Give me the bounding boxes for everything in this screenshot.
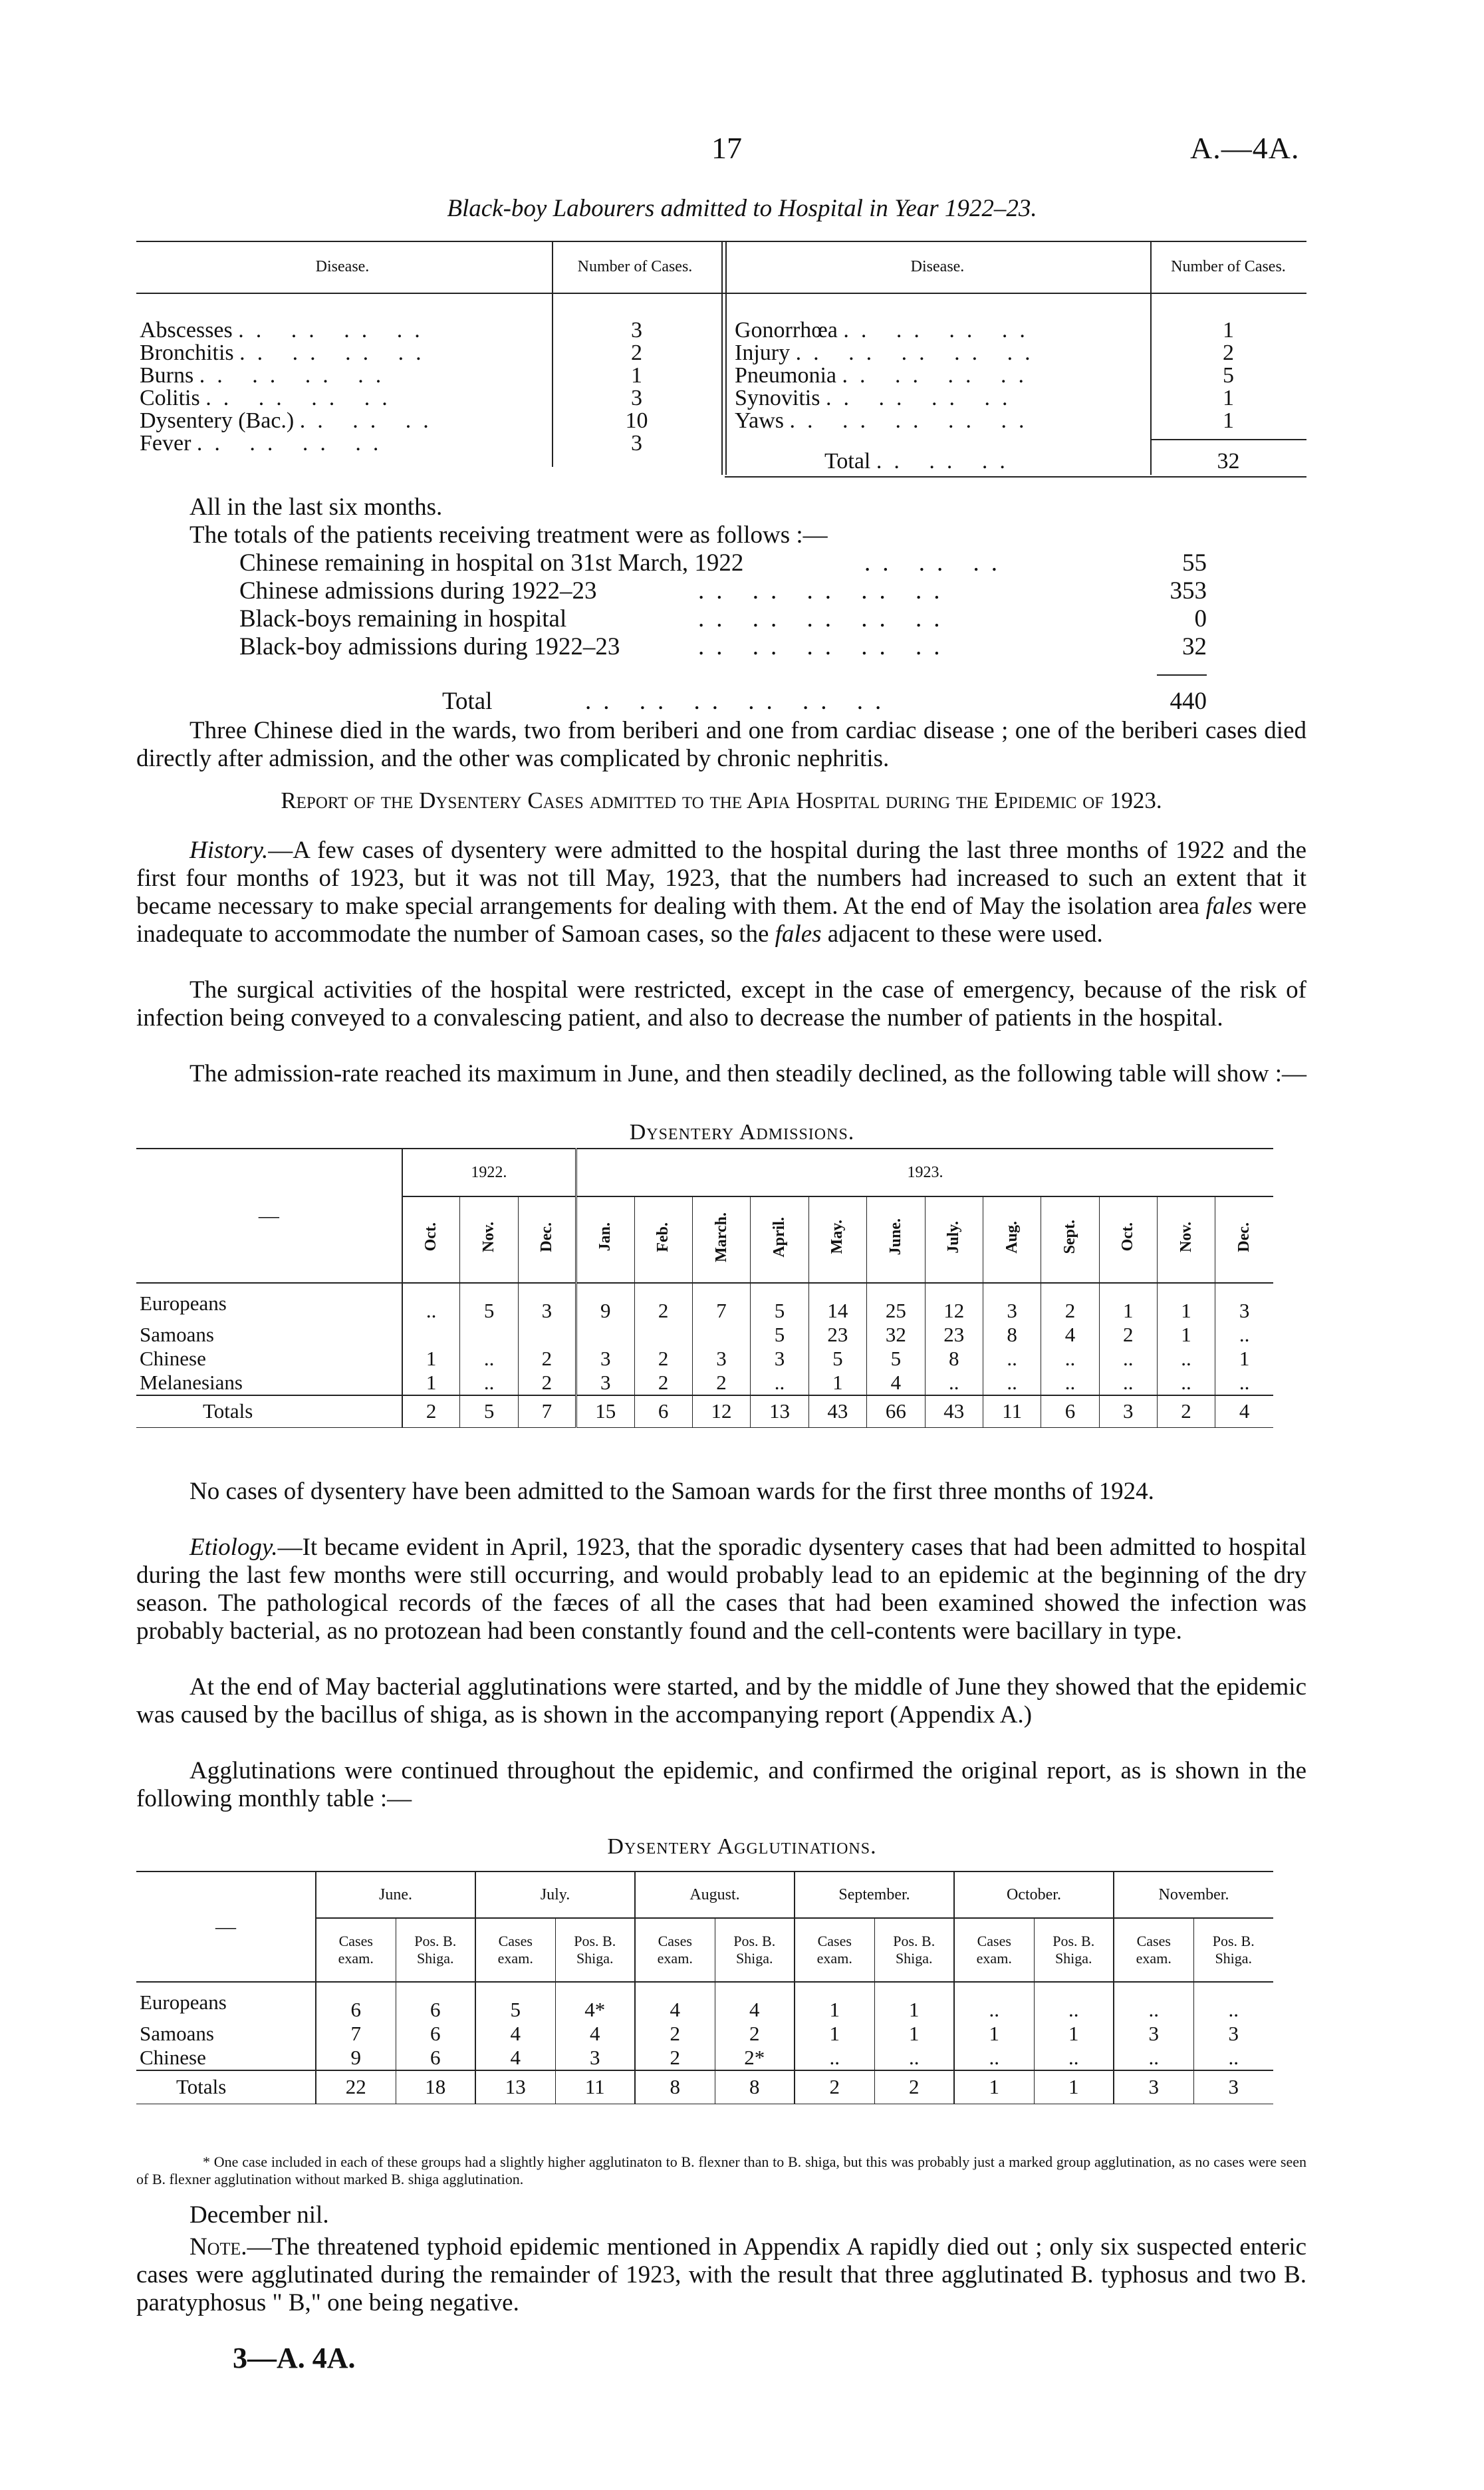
month-label: Oct. [1119, 1222, 1137, 1252]
totals-row [136, 2070, 1273, 2104]
total-value: 43 [808, 1395, 866, 1427]
cell-value: .. [983, 1347, 1041, 1371]
table1-total-rule [1150, 439, 1306, 440]
total-value: 3 [1099, 1395, 1157, 1427]
subheader-pos-shiga: Pos. B. Shiga. [396, 1918, 475, 1982]
cell-value: 6 [396, 2022, 475, 2046]
cell-value: 12 [925, 1283, 983, 1323]
cell-value: 5 [751, 1323, 808, 1347]
cell-value: 3 [1228, 2022, 1239, 2045]
cell-value: 4 [715, 1982, 795, 2022]
table-row: Fever .. .. .. .. [140, 431, 391, 456]
cell-value: 1 [874, 1982, 954, 2022]
table2-month-header [983, 1196, 1041, 1283]
month-label: Aug. [1003, 1220, 1021, 1254]
cell-value: 4 [555, 2022, 635, 2046]
month-label: March. [712, 1212, 730, 1262]
subheader-cases-exam: Cases exam. [1114, 1918, 1193, 1982]
etiology-paragraph-2: At the end of May bacterial agglutinations were started, and by the middle of June they showed that the epidemic was caused by the bacillus of shiga, as is shown in the accompanying report (Appendix A.) [136, 1673, 1306, 1729]
total-value: 11 [555, 2070, 635, 2104]
table2-month-header [925, 1196, 983, 1283]
month-label: Jan. [596, 1222, 614, 1252]
cell-value: .. [954, 2046, 1034, 2070]
table3-month-header: October. [954, 1871, 1114, 1918]
cell-value: 4 [475, 2046, 555, 2070]
dot-leader: .. .. .. [864, 549, 1009, 577]
table-row: Bronchitis .. .. .. .. [140, 341, 433, 365]
row-label: Samoans [136, 1323, 402, 1347]
cell-value: 1 [1157, 1323, 1215, 1347]
cell-value: .. [1157, 1347, 1215, 1371]
summary-item-label: Chinese admissions during 1922–23 [239, 577, 597, 605]
table2-body [136, 1283, 1273, 1427]
history-label: History. [189, 837, 269, 864]
case-count: 3 [631, 318, 642, 343]
table2-month-header [1099, 1196, 1157, 1283]
dysentery-admissions-table [136, 1148, 1273, 1428]
month-label: Dec. [1235, 1222, 1253, 1252]
disease-name: Dysentery (Bac.) [140, 408, 295, 433]
december-note: December nil. [189, 2201, 329, 2229]
table-row: Synovitis .. .. .. .. [735, 386, 1020, 410]
total-value: 3 [1228, 2075, 1239, 2099]
total-value: 2 [1157, 1395, 1215, 1427]
subheader-cases-exam: Cases exam. [954, 1918, 1034, 1982]
row-label: Europeans [136, 1982, 316, 2022]
disease-name: Colitis [140, 386, 200, 410]
cell-value: .. [460, 1347, 518, 1371]
total-value: 5 [460, 1395, 518, 1427]
table2-month-header [460, 1196, 518, 1283]
table2-month-header [402, 1196, 460, 1283]
month-label: June. [886, 1218, 904, 1256]
total-value: 12 [692, 1395, 750, 1427]
cell-value: 3 [576, 1347, 634, 1371]
cell-value: 1 [1157, 1283, 1215, 1323]
cell-value: .. [874, 2046, 954, 2070]
cell-value: 3 [555, 2046, 635, 2070]
table-row: Yaws .. .. .. .. .. [735, 408, 1037, 433]
cell-value: .. [1157, 1371, 1215, 1395]
cell-value: 2 [518, 1347, 576, 1371]
disease-name: Synovitis [735, 386, 820, 410]
month-label: April. [770, 1216, 788, 1258]
table3-title: Dysentery Agglutinations. [607, 1834, 877, 1859]
disease-name: Abscesses [140, 318, 233, 343]
cell-value: 1 [1239, 1347, 1250, 1370]
cell-value: 5 [751, 1283, 808, 1323]
total-value: 4 [1239, 1399, 1250, 1423]
cell-value: 2 [1099, 1323, 1157, 1347]
table3-month-header: August. [635, 1871, 795, 1918]
total-value: 6 [1041, 1395, 1099, 1427]
table-row [136, 1371, 1273, 1395]
cell-value: 9 [576, 1283, 634, 1323]
summary-item-value: 32 [1182, 633, 1207, 660]
history-text: —A few cases of dysentery were admitted to the hospital during the last three months of 1922 and the first four months of 1923, but it was not till May, 1923, that the numbers had increased to such an extent that it became necessary to make special arrangements for dealing with them. At the end of May the isolation area [136, 837, 1306, 920]
total-value: 22 [316, 2070, 396, 2104]
summary-item-value: 0 [1194, 605, 1207, 632]
table3-body [136, 1982, 1273, 2104]
cell-value [460, 1323, 518, 1347]
cell-value: 1 [954, 2022, 1034, 2046]
dot-leader: .. .. .. .. .. [698, 577, 952, 605]
after-table2-text: No cases of dysentery have been admitted to the Samoan wards for the first three months of 1924. [189, 1478, 1154, 1505]
cell-value: 23 [808, 1323, 866, 1347]
table3-footnote: * One case included in each of these groups had a slightly higher agglutinaton to B. flexner than to B. shiga, but this was probably just a marked group agglutination, as no cases were seen of B. flexner agglutination without marked B. shiga agglutination. [136, 2153, 1306, 2187]
history-paragraph-1 [136, 837, 1306, 948]
history-text: were inadequate to accommodate the number of Samoan cases, so the [136, 893, 1307, 948]
total-value: 43 [925, 1395, 983, 1427]
cell-value: 3 [576, 1371, 634, 1395]
page-number: 17 [711, 131, 742, 165]
cell-value: 3 [751, 1347, 808, 1371]
total-value: 66 [867, 1395, 925, 1427]
cell-value: .. [954, 1982, 1034, 2022]
cell-value: .. [1099, 1347, 1157, 1371]
disease-name: Yaws [735, 408, 785, 433]
cell-value: .. [1034, 1982, 1114, 2022]
table2-month-header [867, 1196, 925, 1283]
month-label: Oct. [422, 1222, 440, 1252]
note-text: —The threatened typhoid epidemic mentioned in Appendix A rapidly died out ; only six suspected enteric cases were agglutinated during the remainder of 1923, with the result that three agglutinated B. typhosus and two B. paratyphosus " B," one being negative. [136, 2233, 1306, 2316]
cell-value: 7 [316, 2022, 396, 2046]
case-count: 1 [1223, 318, 1234, 343]
table3-month-header: November. [1114, 1871, 1273, 1918]
table2-month-header [576, 1196, 634, 1283]
cell-value: 6 [396, 2046, 475, 2070]
summary-paragraph: Three Chinese died in the wards, two from beriberi and one from cardiac disease ; one of the beriberi cases died directly after admission, and the other was complicated by chronic nephritis. [136, 717, 1306, 772]
etiology-label: Etiology. [189, 1534, 278, 1561]
totals-row [136, 1395, 1273, 1427]
table1-total-value: 32 [1217, 449, 1240, 474]
total-value: 18 [396, 2070, 475, 2104]
total-value: 6 [634, 1395, 692, 1427]
row-label: Chinese [136, 2046, 316, 2070]
month-label: Nov. [480, 1221, 498, 1252]
case-count: 3 [631, 431, 642, 456]
cell-value: .. [1239, 1323, 1250, 1346]
month-label: Sept. [1061, 1220, 1078, 1254]
table-row: Abscesses .. .. .. .. [140, 318, 432, 343]
history-paragraph-2: The surgical activities of the hospital were restricted, except in the case of emergency, because of the risk of infection being conveyed to a convalescing patient, and also to decrease the number of patients in the hospital. [136, 976, 1306, 1032]
cell-value: .. [925, 1371, 983, 1395]
table-row: Gonorrhœa .. .. .. .. [735, 318, 1037, 343]
table2-month-header [692, 1196, 750, 1283]
table1-total-row: Total .. .. .. [824, 449, 1017, 474]
table3-month-header: September. [795, 1871, 954, 1918]
history-paragraph-3: The admission-rate reached its maximum in June, and then steadily declined, as the following table will show :— [189, 1060, 1307, 1087]
cell-value: .. [460, 1371, 518, 1395]
summary-item-label: Black-boys remaining in hospital [239, 605, 567, 632]
cell-value: 5 [460, 1283, 518, 1323]
table2-month-header [518, 1196, 576, 1283]
total-value: 2 [874, 2070, 954, 2104]
cell-value: 2 [634, 1371, 692, 1395]
cell-value: 3 [1239, 1299, 1250, 1322]
cell-value: 1 [1099, 1283, 1157, 1323]
table2-month-header [1215, 1196, 1273, 1283]
cell-value: 3 [518, 1283, 576, 1323]
etiology-text: —It became evident in April, 1923, that the sporadic dysentery cases that had been admitted to hospital during the last few months were still occurring, and would probably lead to an epidemic at the beginning of the dry season. The pathological records of the fæces of all the cases that had been examined showed the infection was probably bacterial, as no protozean had been constantly found and the cell-contents were bacillary in type. [136, 1534, 1306, 1645]
subheader-pos-shiga: Pos. B. Shiga. [715, 1918, 795, 1982]
cell-value: 23 [925, 1323, 983, 1347]
cell-value: .. [795, 2046, 874, 2070]
cell-value: 2 [635, 2022, 715, 2046]
cell-value: .. [1114, 1982, 1193, 2022]
total-value: 1 [954, 2070, 1034, 2104]
table2-month-header [1041, 1196, 1099, 1283]
table-row [136, 1323, 1273, 1347]
subheader-cases-exam: Cases exam. [795, 1918, 874, 1982]
summary-total-label: Total [442, 688, 493, 715]
cell-value: 3 [983, 1283, 1041, 1323]
month-label: Nov. [1177, 1221, 1195, 1252]
cell-value: 4 [1041, 1323, 1099, 1347]
table-row: Pneumonia .. .. .. .. [735, 363, 1036, 388]
table1-left-counts [552, 319, 721, 455]
cell-value: 25 [867, 1283, 925, 1323]
total-value: 3 [1114, 2070, 1193, 2104]
case-count: 10 [625, 408, 648, 433]
subheader-cases-exam: Cases exam. [316, 1918, 396, 1982]
cell-value: .. [1239, 1371, 1250, 1394]
cell-value: 7 [692, 1283, 750, 1323]
table1-right-list [735, 319, 1043, 432]
cell-value: 4 [867, 1371, 925, 1395]
cell-value: .. [1114, 2046, 1193, 2070]
table2-year-1923: 1923. [576, 1149, 1273, 1196]
cell-value: 2 [635, 2046, 715, 2070]
table1-left-list [140, 319, 441, 455]
cell-value: 1 [795, 1982, 874, 2022]
cell-value: 6 [396, 1982, 475, 2022]
cell-value: .. [1228, 1998, 1239, 2021]
month-label: May. [828, 1220, 846, 1254]
cell-value: .. [1041, 1371, 1099, 1395]
summary-total-value: 440 [1170, 688, 1207, 715]
case-count: 2 [1223, 341, 1234, 365]
row-label: Chinese [136, 1347, 402, 1371]
dash: — [258, 1204, 279, 1227]
note-label: Note. [189, 2233, 247, 2261]
row-label: Europeans [136, 1283, 402, 1323]
disease-name: Burns [140, 363, 194, 388]
table-row: Dysentery (Bac.) .. .. .. [140, 408, 441, 433]
cell-value: .. [1228, 2046, 1239, 2069]
table1-header-cases-left: Number of Cases. [577, 258, 693, 275]
table2-year-1922: 1922. [402, 1149, 576, 1196]
cell-value: 4 [475, 2022, 555, 2046]
table3-month-header: June. [316, 1871, 475, 1918]
table1-bottom-rule [725, 476, 1306, 478]
month-label: Dec. [537, 1222, 555, 1252]
cell-value: 2* [715, 2046, 795, 2070]
cell-value [576, 1323, 634, 1347]
disease-name: Gonorrhœa [735, 318, 838, 343]
total-value: 1 [1034, 2070, 1114, 2104]
total-value: 11 [983, 1395, 1041, 1427]
table-row: Injury .. .. .. .. .. [735, 341, 1043, 365]
signature-mark: 3—A. 4A. [233, 2342, 356, 2374]
total-value: 7 [518, 1395, 576, 1427]
cell-value [402, 1323, 460, 1347]
cell-value: 2 [692, 1371, 750, 1395]
note-paragraph [136, 2233, 1306, 2317]
cell-value: 32 [867, 1323, 925, 1347]
table1-header-cases-right: Number of Cases. [1171, 258, 1286, 275]
cell-value: 3 [1114, 2022, 1193, 2046]
cell-value: 2 [518, 1371, 576, 1395]
disease-name: Pneumonia [735, 363, 836, 388]
table3-corner [136, 1871, 316, 1982]
case-count: 2 [631, 341, 642, 365]
table2-corner [136, 1149, 402, 1283]
table1-right-counts [1150, 319, 1306, 432]
cell-value: .. [983, 1371, 1041, 1395]
summary-line1: All in the last six months. [189, 493, 443, 521]
cell-value: .. [402, 1283, 460, 1323]
cell-value: .. [1099, 1371, 1157, 1395]
table1-header-disease-left: Disease. [315, 258, 370, 275]
summary-total-rule [1157, 674, 1207, 676]
dot-leader: .. .. .. .. .. [698, 605, 952, 632]
cell-value: 2 [1041, 1283, 1099, 1323]
cell-value: 1 [402, 1347, 460, 1371]
history-text: adjacent to these were used. [821, 920, 1103, 948]
table1-vrule [721, 241, 723, 475]
etiology-paragraph-3: Agglutinations were continued throughout the epidemic, and confirmed the original report, as is shown in the following monthly table :— [136, 1757, 1306, 1812]
cell-value: 2 [715, 2022, 795, 2046]
cell-value: 1 [402, 1371, 460, 1395]
cell-value [518, 1323, 576, 1347]
case-count: 1 [1223, 408, 1234, 433]
table2-month-header [808, 1196, 866, 1283]
total-value: 2 [402, 1395, 460, 1427]
etiology-paragraph-1 [136, 1534, 1306, 1645]
subheader-pos-shiga: Pos. B. Shiga. [555, 1918, 635, 1982]
cell-value: .. [1041, 1347, 1099, 1371]
cell-value: 3 [692, 1347, 750, 1371]
table1-title: Black-boy Labourers admitted to Hospital in Year 1922–23. [447, 195, 1037, 222]
cell-value: 1 [795, 2022, 874, 2046]
cell-value: 1 [808, 1371, 866, 1395]
cell-value: 5 [867, 1347, 925, 1371]
summary-item-value: 55 [1182, 549, 1207, 577]
table-row [136, 1347, 1273, 1371]
subheader-pos-shiga: Pos. B. Shiga. [1212, 1933, 1255, 1967]
table3-month-header: July. [475, 1871, 635, 1918]
table2-month-header [751, 1196, 808, 1283]
total-value: 13 [475, 2070, 555, 2104]
table-row: Colitis .. .. .. .. [140, 386, 400, 410]
cell-value: .. [1034, 2046, 1114, 2070]
cell-value: .. [751, 1371, 808, 1395]
summary-item-label: Black-boy admissions during 1922–23 [239, 633, 620, 660]
cell-value: 2 [634, 1283, 692, 1323]
dot-leader: .. .. .. .. .. [698, 633, 952, 660]
month-label: July. [945, 1220, 963, 1254]
total-value: 15 [576, 1395, 634, 1427]
summary-item-value: 353 [1170, 577, 1207, 605]
dash: — [215, 1915, 236, 1938]
table2-month-header [1157, 1196, 1215, 1283]
table-row [136, 1283, 1273, 1323]
cell-value: 1 [874, 2022, 954, 2046]
case-count: 1 [631, 363, 642, 388]
cell-value: 4 [635, 1982, 715, 2022]
report-heading: Report of the Dysentery Cases admitted to the Apia Hospital during the Epidemic of 1923. [281, 787, 1162, 813]
cell-value: 14 [808, 1283, 866, 1323]
subheader-cases-exam: Cases exam. [475, 1918, 555, 1982]
cell-value: 8 [925, 1347, 983, 1371]
disease-name: Bronchitis [140, 341, 234, 365]
table1-header-disease-right: Disease. [910, 258, 965, 275]
total-label: Total [824, 449, 871, 474]
row-label: Samoans [136, 2022, 316, 2046]
total-value: 8 [635, 2070, 715, 2104]
summary-line2: The totals of the patients receiving treatment were as follows :— [189, 521, 828, 549]
total-value: 2 [795, 2070, 874, 2104]
case-count: 3 [631, 386, 642, 410]
summary-item-label: Chinese remaining in hospital on 31st March, 1922 [239, 549, 744, 577]
cell-value: 4* [555, 1982, 635, 2022]
table-row [136, 2046, 1273, 2070]
total-value: 13 [751, 1395, 808, 1427]
table2-title: Dysentery Admissions. [629, 1120, 855, 1145]
table-row: Burns .. .. .. .. [140, 363, 394, 388]
table1-vrule [725, 241, 727, 475]
cell-value: 5 [475, 1982, 555, 2022]
dysentery-agglutinations-table [136, 1871, 1273, 2104]
disease-name: Fever [140, 431, 191, 456]
document-reference: A.—4A. [1190, 131, 1300, 165]
cell-value [634, 1323, 692, 1347]
cell-value: 5 [808, 1347, 866, 1371]
table2-month-header [634, 1196, 692, 1283]
table-row [136, 1982, 1273, 2022]
subheader-cases-exam: Cases exam. [635, 1918, 715, 1982]
case-count: 1 [1223, 386, 1234, 410]
disease-name: Injury [735, 341, 791, 365]
dot-leader: .. .. .. .. .. .. [585, 688, 894, 715]
month-label: Feb. [654, 1222, 672, 1252]
row-label: Melanesians [136, 1371, 402, 1395]
table-row [136, 2022, 1273, 2046]
cell-value: 9 [316, 2046, 396, 2070]
cell-value: 2 [634, 1347, 692, 1371]
total-value: 8 [715, 2070, 795, 2104]
subheader-pos-shiga: Pos. B. Shiga. [874, 1918, 954, 1982]
totals-label: Totals [136, 2070, 316, 2104]
italic-term: fales [1205, 893, 1253, 920]
cell-value: 6 [316, 1982, 396, 2022]
italic-term: fales [775, 920, 822, 948]
totals-label: Totals [136, 1395, 402, 1427]
case-count: 5 [1223, 363, 1234, 388]
cell-value [692, 1323, 750, 1347]
subheader-pos-shiga: Pos. B. Shiga. [1034, 1918, 1114, 1982]
cell-value: 8 [983, 1323, 1041, 1347]
cell-value: 1 [1034, 2022, 1114, 2046]
